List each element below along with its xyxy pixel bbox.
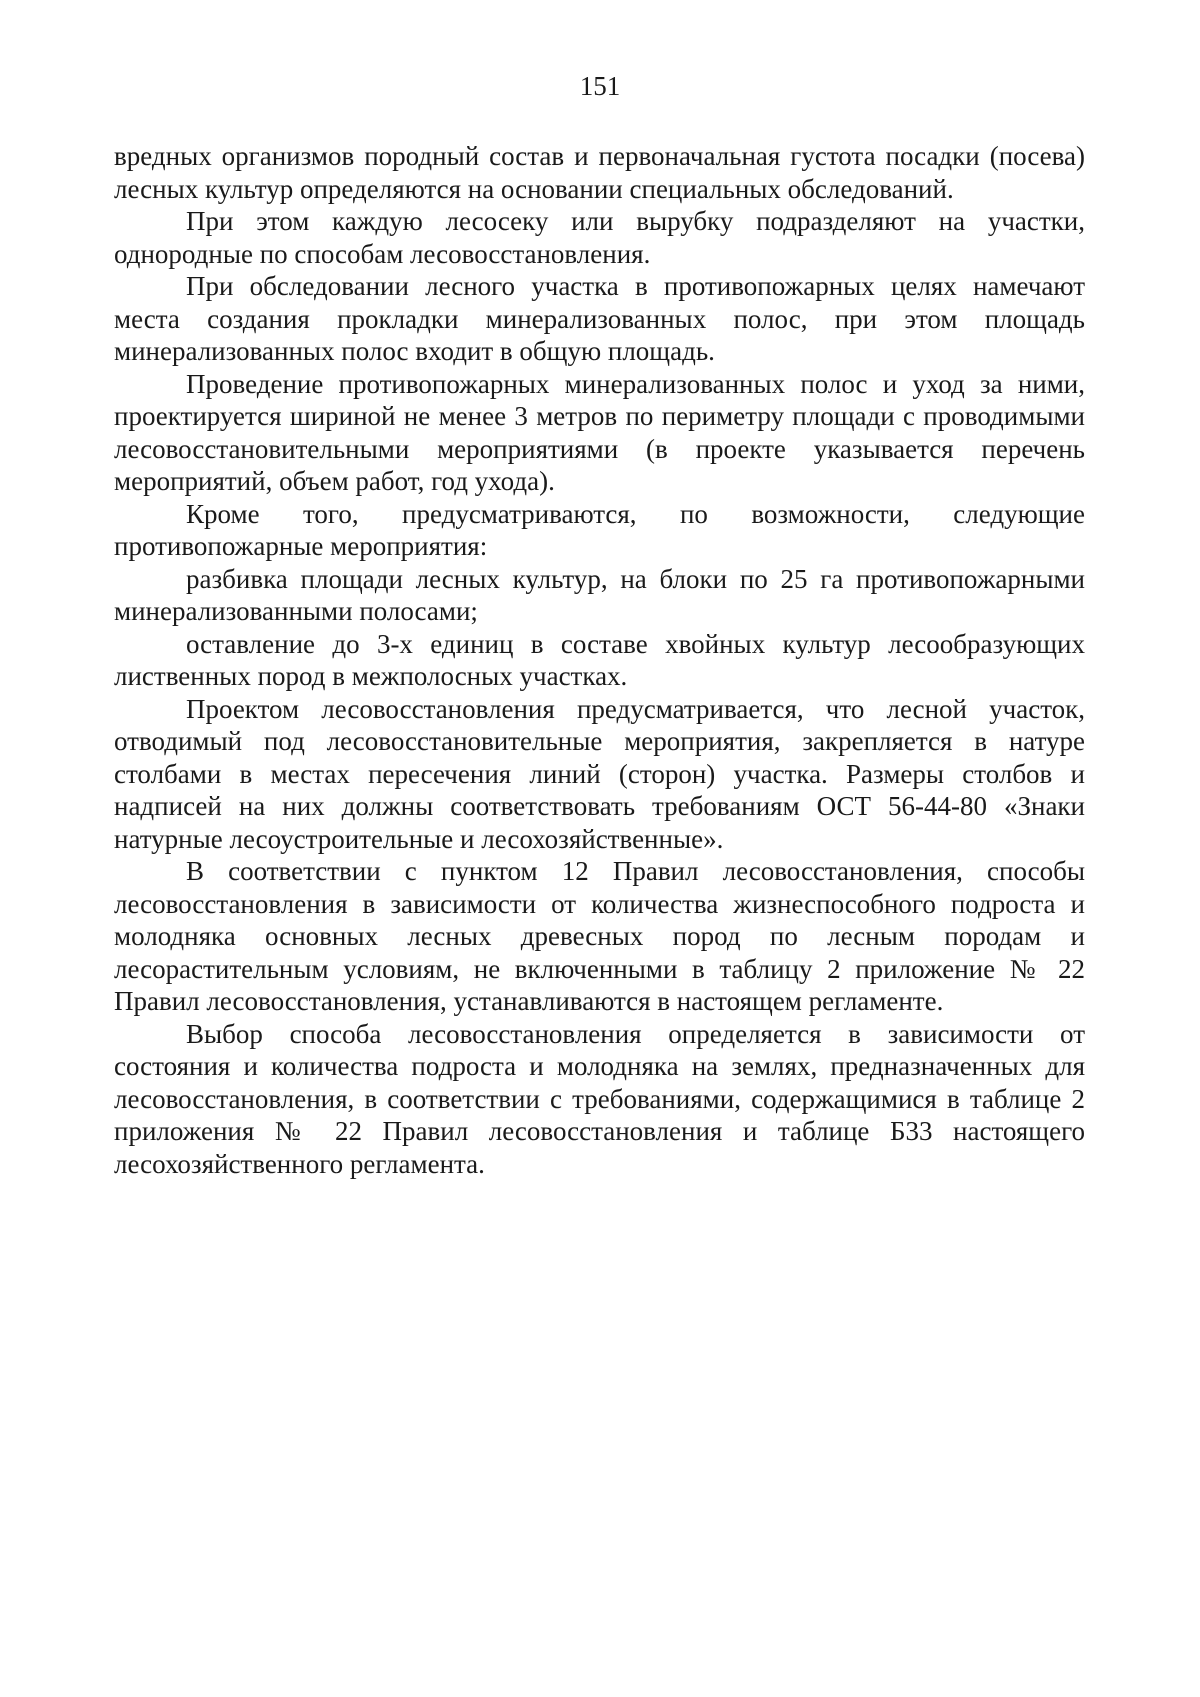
paragraph-continuation: вредных организмов породный состав и первоначальная густота посадки (посева) лесных культур определяются на основании специальных обследований. (114, 141, 1085, 204)
document-body (114, 140, 1085, 1180)
paragraph: Проектом лесовосстановления предусматривается, что лесной участок, отводимый под лесовосстановительные мероприятия, закрепляется в натуре столбами в местах пересечения линий (сторон) участка. Размеры столбов и надписей на них должны соответствовать требованиям ОСТ 56-44-80 «Знаки натурные лесоустроительные и лесохозяйственные». (114, 693, 1085, 854)
list-item: разбивка площади лесных культур, на блоки по 25 га противопожарными минерализованными полосами; (114, 563, 1085, 626)
paragraph: При обследовании лесного участка в противопожарных целях намечают места создания прокладки минерализованных полос, при этом площадь минерализованных полос входит в общую площадь. (114, 271, 1085, 366)
paragraph: При этом каждую лесосеку или вырубку подразделяют на участки, однородные по способам лесовосстановления. (114, 206, 1085, 269)
paragraph: Выбор способа лесовосстановления определяется в зависимости от состояния и количества подроста и молодняка на землях, предназначенных для лесовосстановления, в соответствии с требованиями, содержащимися в таблице 2 приложения № 22 Правил лесовосстановления и таблице Б33 настоящего лесохозяйственного регламента. (114, 1018, 1085, 1179)
list-item: оставление до 3-х единиц в составе хвойных культур лесообразующих лиственных пород в межполосных участках. (114, 628, 1085, 691)
paragraph: Кроме того, предусматриваются, по возможности, следующие противопожарные мероприятия: (114, 498, 1085, 561)
page-number: 151 (579, 71, 621, 101)
paragraph: Проведение противопожарных минерализованных полос и уход за ними, проектируется шириной не менее 3 метров по периметру площади с проводимыми лесовосстановительными мероприятиями (в проекте указывается перечень мероприятий, объем работ, год ухода). (114, 368, 1085, 496)
paragraph: В соответствии с пунктом 12 Правил лесовосстановления, способы лесовосстановления в зависимости от количества жизнеспособного подроста и молодняка основных лесных древесных пород по лесным породам и лесорастительным условиям, не включенными в таблицу 2 приложение № 22 Правил лесовосстановления, устанавливаются в настоящем регламенте. (114, 856, 1085, 1016)
